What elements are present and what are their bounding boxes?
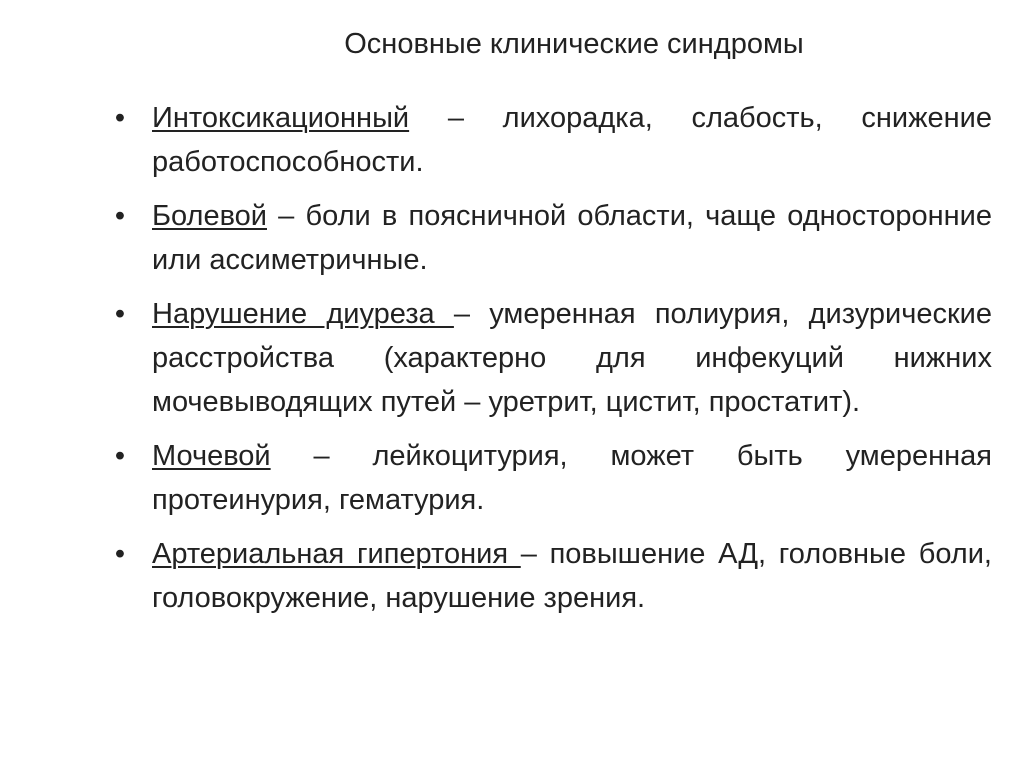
syndrome-description: – умеренная полиурия, дизурические расстройства (характерно для инфекуций нижних мочевыводящих путей – уретрит, цистит, простатит). xyxy=(152,298,992,418)
syndrome-list xyxy=(110,96,992,630)
slide-title: Основные клинические синдромы xyxy=(344,28,804,60)
syndrome-term: Интоксикационный xyxy=(152,102,410,134)
bullet-icon: • xyxy=(114,440,126,472)
syndrome-description: – повышение АД, головные боли, головокружение, нарушение зрения. xyxy=(152,538,992,614)
bullet-icon: • xyxy=(114,298,126,330)
syndrome-description: – лейкоцитурия, может быть умеренная протеинурия, гематурия. xyxy=(152,440,992,516)
list-item-pain xyxy=(110,194,992,282)
syndrome-description: – лихорадка, слабость, снижение работоспособности. xyxy=(152,102,992,178)
bullet-icon: • xyxy=(114,200,126,232)
list-item-diuresis xyxy=(110,292,992,424)
list-item-hypertension xyxy=(110,532,992,620)
syndrome-term: Болевой xyxy=(152,200,267,232)
list-item-intoxication xyxy=(110,96,992,184)
syndrome-term: Артериальная гипертония xyxy=(152,538,521,570)
bullet-icon: • xyxy=(114,102,126,134)
syndrome-term: Мочевой xyxy=(152,440,271,472)
syndrome-term: Нарушение диуреза xyxy=(152,298,454,330)
list-item-urinary xyxy=(110,434,992,522)
syndrome-description: – боли в поясничной области, чаще односторонние или ассиметричные. xyxy=(152,200,992,276)
bullet-icon: • xyxy=(114,538,126,570)
